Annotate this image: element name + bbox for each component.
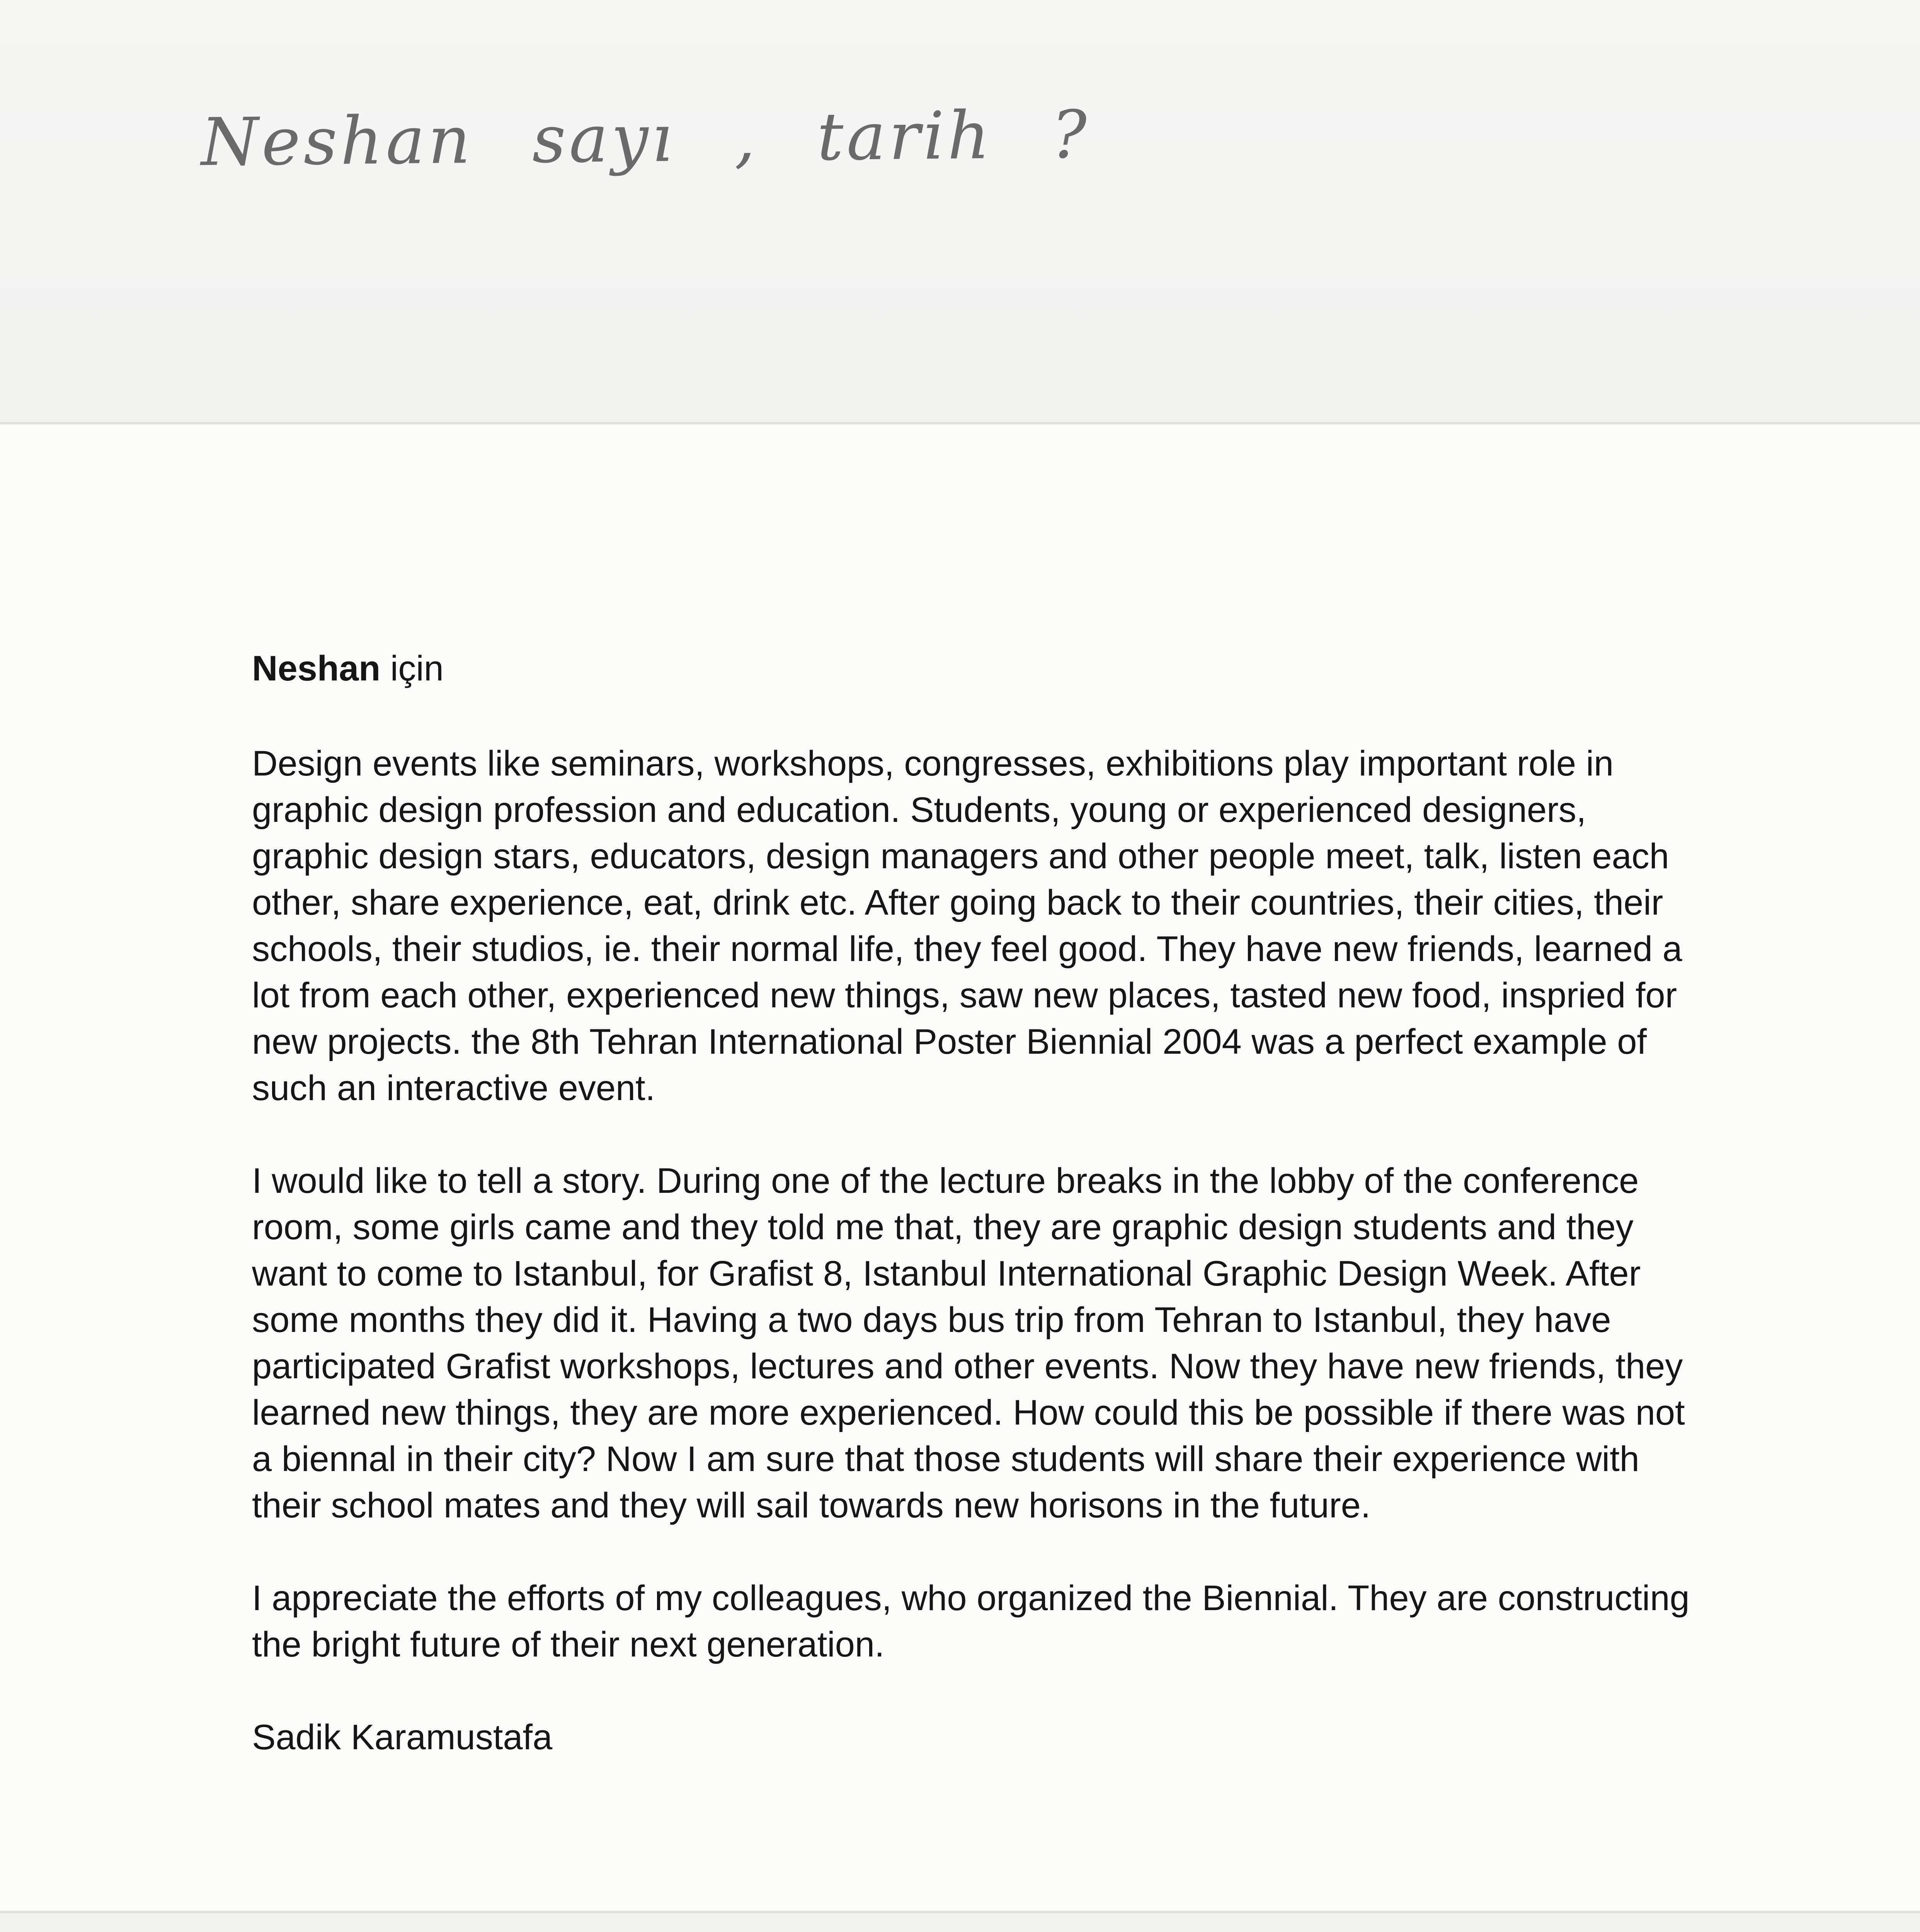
paragraph-1: Design events like seminars, workshops, congresses, exhibitions play important role in graphic design profession and education. Students, young or experienced designers, graphic design stars, educators, design managers and other people meet, talk, listen each other, share experience, eat, drink etc. After going back to their countries, their cities, their schools, their studios, ie. their normal life, they feel good. They have new friends, learned a lot from each other, experienced new things, saw new places, tasted new food, inspried for new projects. the 8th Tehran International Poster Biennial 2004 was a perfect example of such an interactive event. xyxy=(252,744,1682,1108)
heading-suffix: için xyxy=(380,649,444,688)
letter-heading xyxy=(252,645,1697,692)
signature: Sadik Karamustafa xyxy=(252,1718,553,1757)
letter-body xyxy=(252,645,1697,1760)
heading-recipient: Neshan xyxy=(252,649,381,688)
bottom-paper-band xyxy=(0,1913,1920,1932)
paragraph-2: I would like to tell a story. During one of the lecture breaks in the lobby of the conference room, some girls came and they told me that, they are graphic design students and they want to come to Istanbul, for Grafist 8, Istanbul International Graphic Design Week. After some months they did it. Having a two days bus trip from Tehran to Istanbul, they have participated Grafist workshops, lectures and other events. Now they have new friends, they learned new things, they are more experienced. How could this be possible if there was not a biennal in their city? Now I am sure that those students will share their experience with their school mates and they will sail towards new horisons in the future. xyxy=(252,1161,1685,1525)
handwritten-note: Neshan sayı , tarih ? xyxy=(201,96,1090,181)
paragraph-3: I appreciate the efforts of my colleagues, who organized the Biennial. They are constructing the bright future of their next generation. xyxy=(252,1578,1690,1664)
top-paper-band xyxy=(0,0,1920,423)
